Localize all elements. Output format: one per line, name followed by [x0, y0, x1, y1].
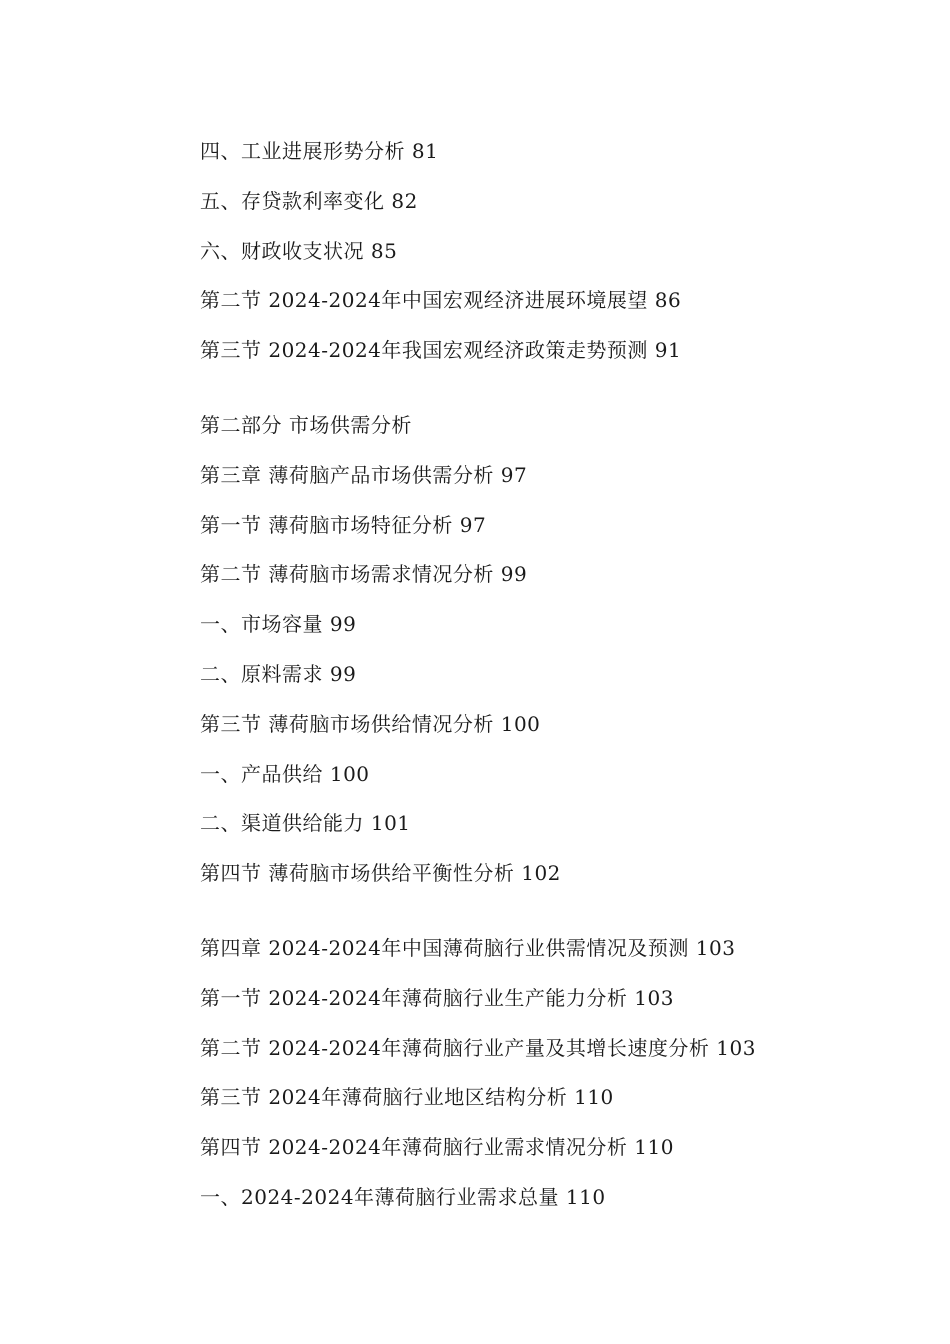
- toc-entry: 第二节 薄荷脑市场需求情况分析 99: [200, 562, 528, 587]
- toc-entry: 二、原料需求 99: [200, 661, 357, 686]
- toc-entry: 第四节 薄荷脑市场供给平衡性分析 102: [200, 861, 561, 886]
- toc-entry: 五、存贷款利率变化 82: [200, 188, 418, 213]
- table-of-contents: [200, 133, 900, 1229]
- toc-entry: 第二节 2024-2024年中国宏观经济进展环境展望 86: [200, 288, 682, 313]
- toc-entry: 四、工业进展形势分析 81: [200, 139, 439, 163]
- toc-entry: 第三节 2024年薄荷脑行业地区结构分析 110: [200, 1085, 614, 1110]
- toc-entry: 第一节 2024-2024年薄荷脑行业生产能力分析 103: [200, 985, 674, 1010]
- toc-entry: 第三节 2024-2024年我国宏观经济政策走势预测 91: [200, 338, 682, 363]
- toc-entry: 第三章 薄荷脑产品市场供需分析 97: [200, 462, 528, 487]
- toc-chapter-heading: 第四章 2024-2024年中国薄荷脑行业供需情况及预测 103: [200, 935, 736, 960]
- toc-entry: 第二节 2024-2024年薄荷脑行业产量及其增长速度分析 103: [200, 1035, 756, 1060]
- toc-entry: 一、市场容量 99: [200, 612, 357, 637]
- toc-entry: 第四节 2024-2024年薄荷脑行业需求情况分析 110: [200, 1135, 674, 1160]
- toc-entry: 第一节 薄荷脑市场特征分析 97: [200, 512, 487, 537]
- toc-part-heading: 第二部分 市场供需分析: [200, 412, 412, 437]
- toc-entry: 第三节 薄荷脑市场供给情况分析 100: [200, 711, 541, 736]
- toc-entry: 二、渠道供给能力 101: [200, 811, 411, 836]
- toc-entry: 一、2024-2024年薄荷脑行业需求总量 110: [200, 1184, 606, 1209]
- toc-entry: 六、财政收支状况 85: [200, 238, 398, 263]
- toc-entry: 一、产品供给 100: [200, 761, 370, 786]
